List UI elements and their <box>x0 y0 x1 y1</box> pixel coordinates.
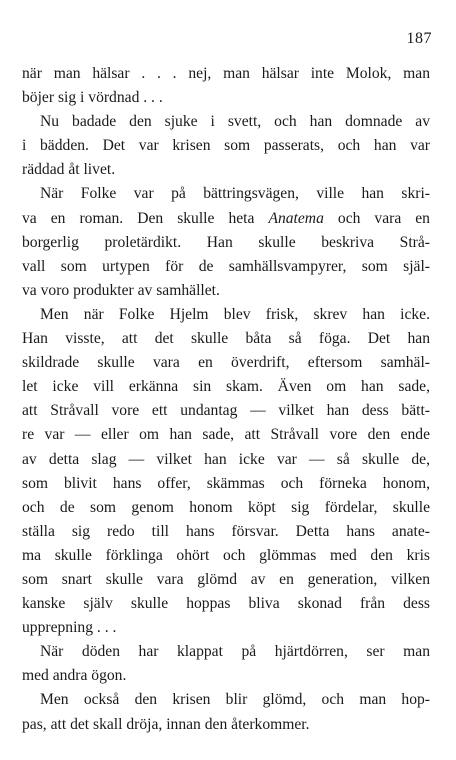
text-line-content: let icke vill erkänna sin skam. Även om han sade, <box>22 378 430 396</box>
text-line <box>22 158 430 182</box>
text-line-content: med andra ögon. <box>22 667 127 685</box>
text-line-content: va en roman. Den skulle heta <box>22 209 255 227</box>
text-line-content: kanske själv skulle hoppas bliva skonad från dess <box>22 595 430 613</box>
text-line-content: som blivit hans offer, skämmas och förneka honom, <box>22 474 430 492</box>
text-line <box>22 472 430 496</box>
text-line <box>22 279 430 303</box>
text-line-continuation: och vara en <box>337 209 430 227</box>
text-line <box>22 86 430 110</box>
text-line <box>22 375 430 399</box>
text-line-content: va voro produkter av samhället. <box>22 281 220 299</box>
text-line-content: och de som genom honom köpt sig fördelar, skulle <box>22 498 430 516</box>
text-line <box>22 303 430 327</box>
text-line <box>22 423 430 447</box>
text-line <box>22 207 430 231</box>
text-line-content: ma skulle förklinga ohört och glömmas med den kris <box>22 546 430 564</box>
text-line-content: När Folke var på bättringsvägen, ville han skri- <box>40 185 430 203</box>
body-text <box>22 62 430 737</box>
text-line-content: räddad åt livet. <box>22 161 116 179</box>
text-line <box>22 520 430 544</box>
text-line-content: Men när Folke Hjelm blev frisk, skrev han icke. <box>40 305 430 323</box>
text-line-content: borgerlig proletärdikt. Han skulle beskriva Strå- <box>22 233 430 251</box>
text-line-content: i bädden. Det var krisen som passerats, och han var <box>22 137 430 155</box>
text-line-content: upprepning . . . <box>22 619 117 637</box>
text-line <box>22 134 430 158</box>
text-line-content: som snart skulle vara glömd av en generation, vilken <box>22 570 430 588</box>
text-line <box>22 231 430 255</box>
text-line-content: av detta slag — vilket han icke var — så skulle de, <box>22 450 430 468</box>
text-line <box>22 327 430 351</box>
text-line-content: att Stråvall vore ett undantag — vilket han dess bätt- <box>22 402 430 420</box>
text-line-content: vall som urtypen för de samhällsvampyrer, som själ- <box>22 257 430 275</box>
text-line <box>22 544 430 568</box>
text-line <box>22 110 430 134</box>
text-line-content: när man hälsar . . . nej, man hälsar inte Molok, man <box>22 65 430 82</box>
text-line <box>22 255 430 279</box>
text-line <box>22 713 430 737</box>
text-line <box>22 496 430 520</box>
text-line <box>22 182 430 206</box>
text-line <box>22 640 430 664</box>
text-line-content: När döden har klappat på hjärtdörren, ser man <box>40 643 430 661</box>
book-title: Anatema <box>268 209 324 227</box>
text-line-content: Nu badade den sjuke i svett, och han domnade av <box>40 113 430 131</box>
text-line-content: pas, att det skall dröja, innan den återkommer. <box>22 715 310 733</box>
text-line-content: skildrade skulle vara en överdrift, eftersom samhäl- <box>22 354 430 372</box>
text-line-content: ställa sig redo till hans försvar. Detta hans anate- <box>22 522 430 540</box>
text-line-content: Han visste, att det skulle båta så föga. Det han <box>22 330 430 348</box>
text-line-content: re var — eller om han sade, att Stråvall vore den ende <box>22 426 430 444</box>
page-number: 187 <box>406 30 432 47</box>
text-line <box>22 664 430 688</box>
text-line <box>22 592 430 616</box>
text-line-content: Men också den krisen blir glömd, och man hop- <box>40 691 430 709</box>
text-line-content: böjer sig i vördnad . . . <box>22 89 163 107</box>
text-line <box>22 62 430 86</box>
text-line <box>22 399 430 423</box>
text-line <box>22 616 430 640</box>
text-line <box>22 568 430 592</box>
text-line <box>22 448 430 472</box>
text-line <box>22 351 430 375</box>
text-line <box>22 688 430 712</box>
